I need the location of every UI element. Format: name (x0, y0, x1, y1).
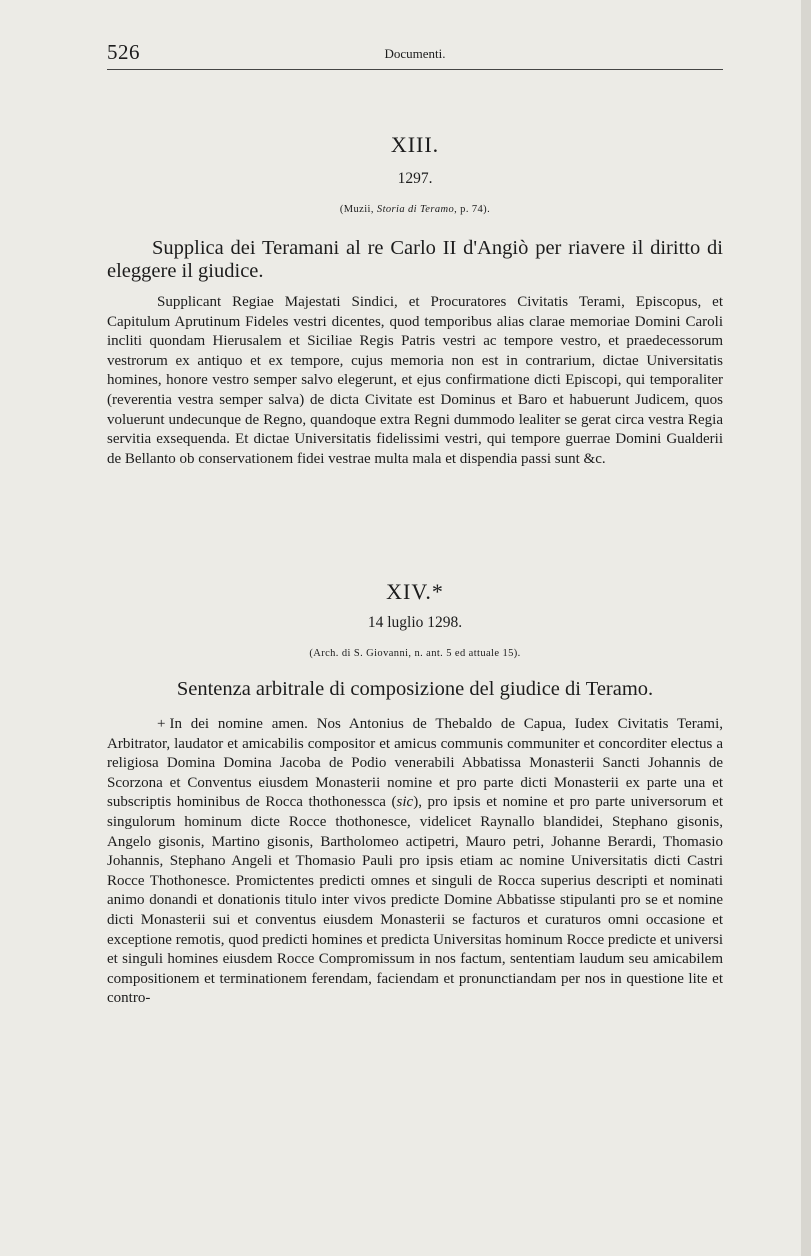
document-source (107, 204, 723, 215)
document-source: (Arch. di S. Giovanni, n. ant. 5 ed attuale 15). (309, 648, 521, 659)
body-text-part1: In dei nomine amen. Nos Antonius de Thebaldo de Capua, Iudex Civitatis Terami, Arbitrator, laudator et amicabilis compositor et amicus communis communiter et concorditer electus a religiosa Domina Domina Jacoba de Podio venerabili Abbatissa Monasterii Sancti Johannis de Scorzona et Conventus eiusdem Monasterii nomine et pro parte dicti Monasterii ex parte una et subscriptis hominibus de Rocca thothonessca ( (107, 716, 723, 811)
source-prefix: (Muzii, (339, 204, 377, 215)
cross-symbol: + (157, 716, 166, 732)
document-date: 14 luglio 1298. (367, 614, 463, 631)
source-title: Storia di Teramo (376, 204, 455, 215)
document-heading: Sentenza arbitrale di composizione del giudice di Teramo. (176, 678, 654, 700)
document-number: XIII. (390, 132, 440, 157)
body-text-part2: ), pro ipsis et nomine et pro parte universorum et singulorum hominum dicte Rocce thothonesce, videlicet Raynallo blandidei, Stephano gisonis, Angelo gisonis, Martino gisonis, Bartholomeo actipetri, Mauro petri, Johanne Berardi, Thomasio Johannis, Stephano Angeli et Thomasio Pauli pro ipsis etiam ac nomine Universitatis dicti Castri Rocce Thothonesce. Promictentes predicti omnes et singuli de Rocca superius descripti et nominati animo donandi et donationis titulo inter vivos predicte Domine Abbatisse stipulanti pro se et nomine dicti Monasterii sui et conventus eiusdem Monasterii se facturos et curaturos omni occasione et exceptione remotis, quod predicti homines et predicta Universitas hominum Rocce predicte et universi et singuli homines eiusdem Rocce Compromissum in nos factum, sententiam laudum seu amicabilem compositionem et terminationem ferendam, faciendam et pronunctiandam per nos in questione lite et contro- (107, 794, 723, 1007)
document-body (107, 293, 723, 469)
running-title: Documenti. (384, 46, 446, 61)
source-suffix: , p. 74). (454, 204, 491, 215)
body-paragraph (107, 715, 723, 1009)
running-head (107, 34, 723, 64)
document-heading: Supplica dei Teramani al re Carlo II d'Angiò per riavere il diritto di eleggere il giudice. (107, 237, 723, 282)
page-number: 526 (107, 40, 140, 64)
document-date: 1297. (397, 170, 433, 187)
header-rule (107, 69, 723, 70)
document-body (107, 715, 723, 1009)
page-edge (801, 0, 811, 1256)
document-number: XIV.* (386, 579, 444, 604)
body-paragraph: Supplicant Regiae Majestati Sindici, et Procuratores Civitatis Terami, Episcopus, et Capitulum Aprutinum Fideles vestri dicentes, quod temporibus alias clarae memoriae Domini Caroli incliti quondam Hierusalem et Siciliae Regis Patris vestri ac tempore vestro, et praedecessorum vestrorum ex antiquo et ex tempore, cujus memoria non est in contrarium, dictae Universitatis homines, honore vestro semper salvo elegerunt, et ejus confirmatione dicti Episcopi, qui temporaliter (reverentia vestra semper salva) de dicta Civitate est Dominus et Baro et habuerunt Judicem, quos voluerunt undecunque de Regno, quandoque extra Regni dummodo lealiter se gerat circa vestra Regia servitia exsequenda. Et dictae Universitatis fidelissimi vestri, qui tempore guerrae Domini Gualderii de Bellanto ob conservationem fidei vestrae multa mala et dispendia passi sunt &c. (107, 294, 723, 467)
sic-annotation: sic (396, 794, 414, 811)
